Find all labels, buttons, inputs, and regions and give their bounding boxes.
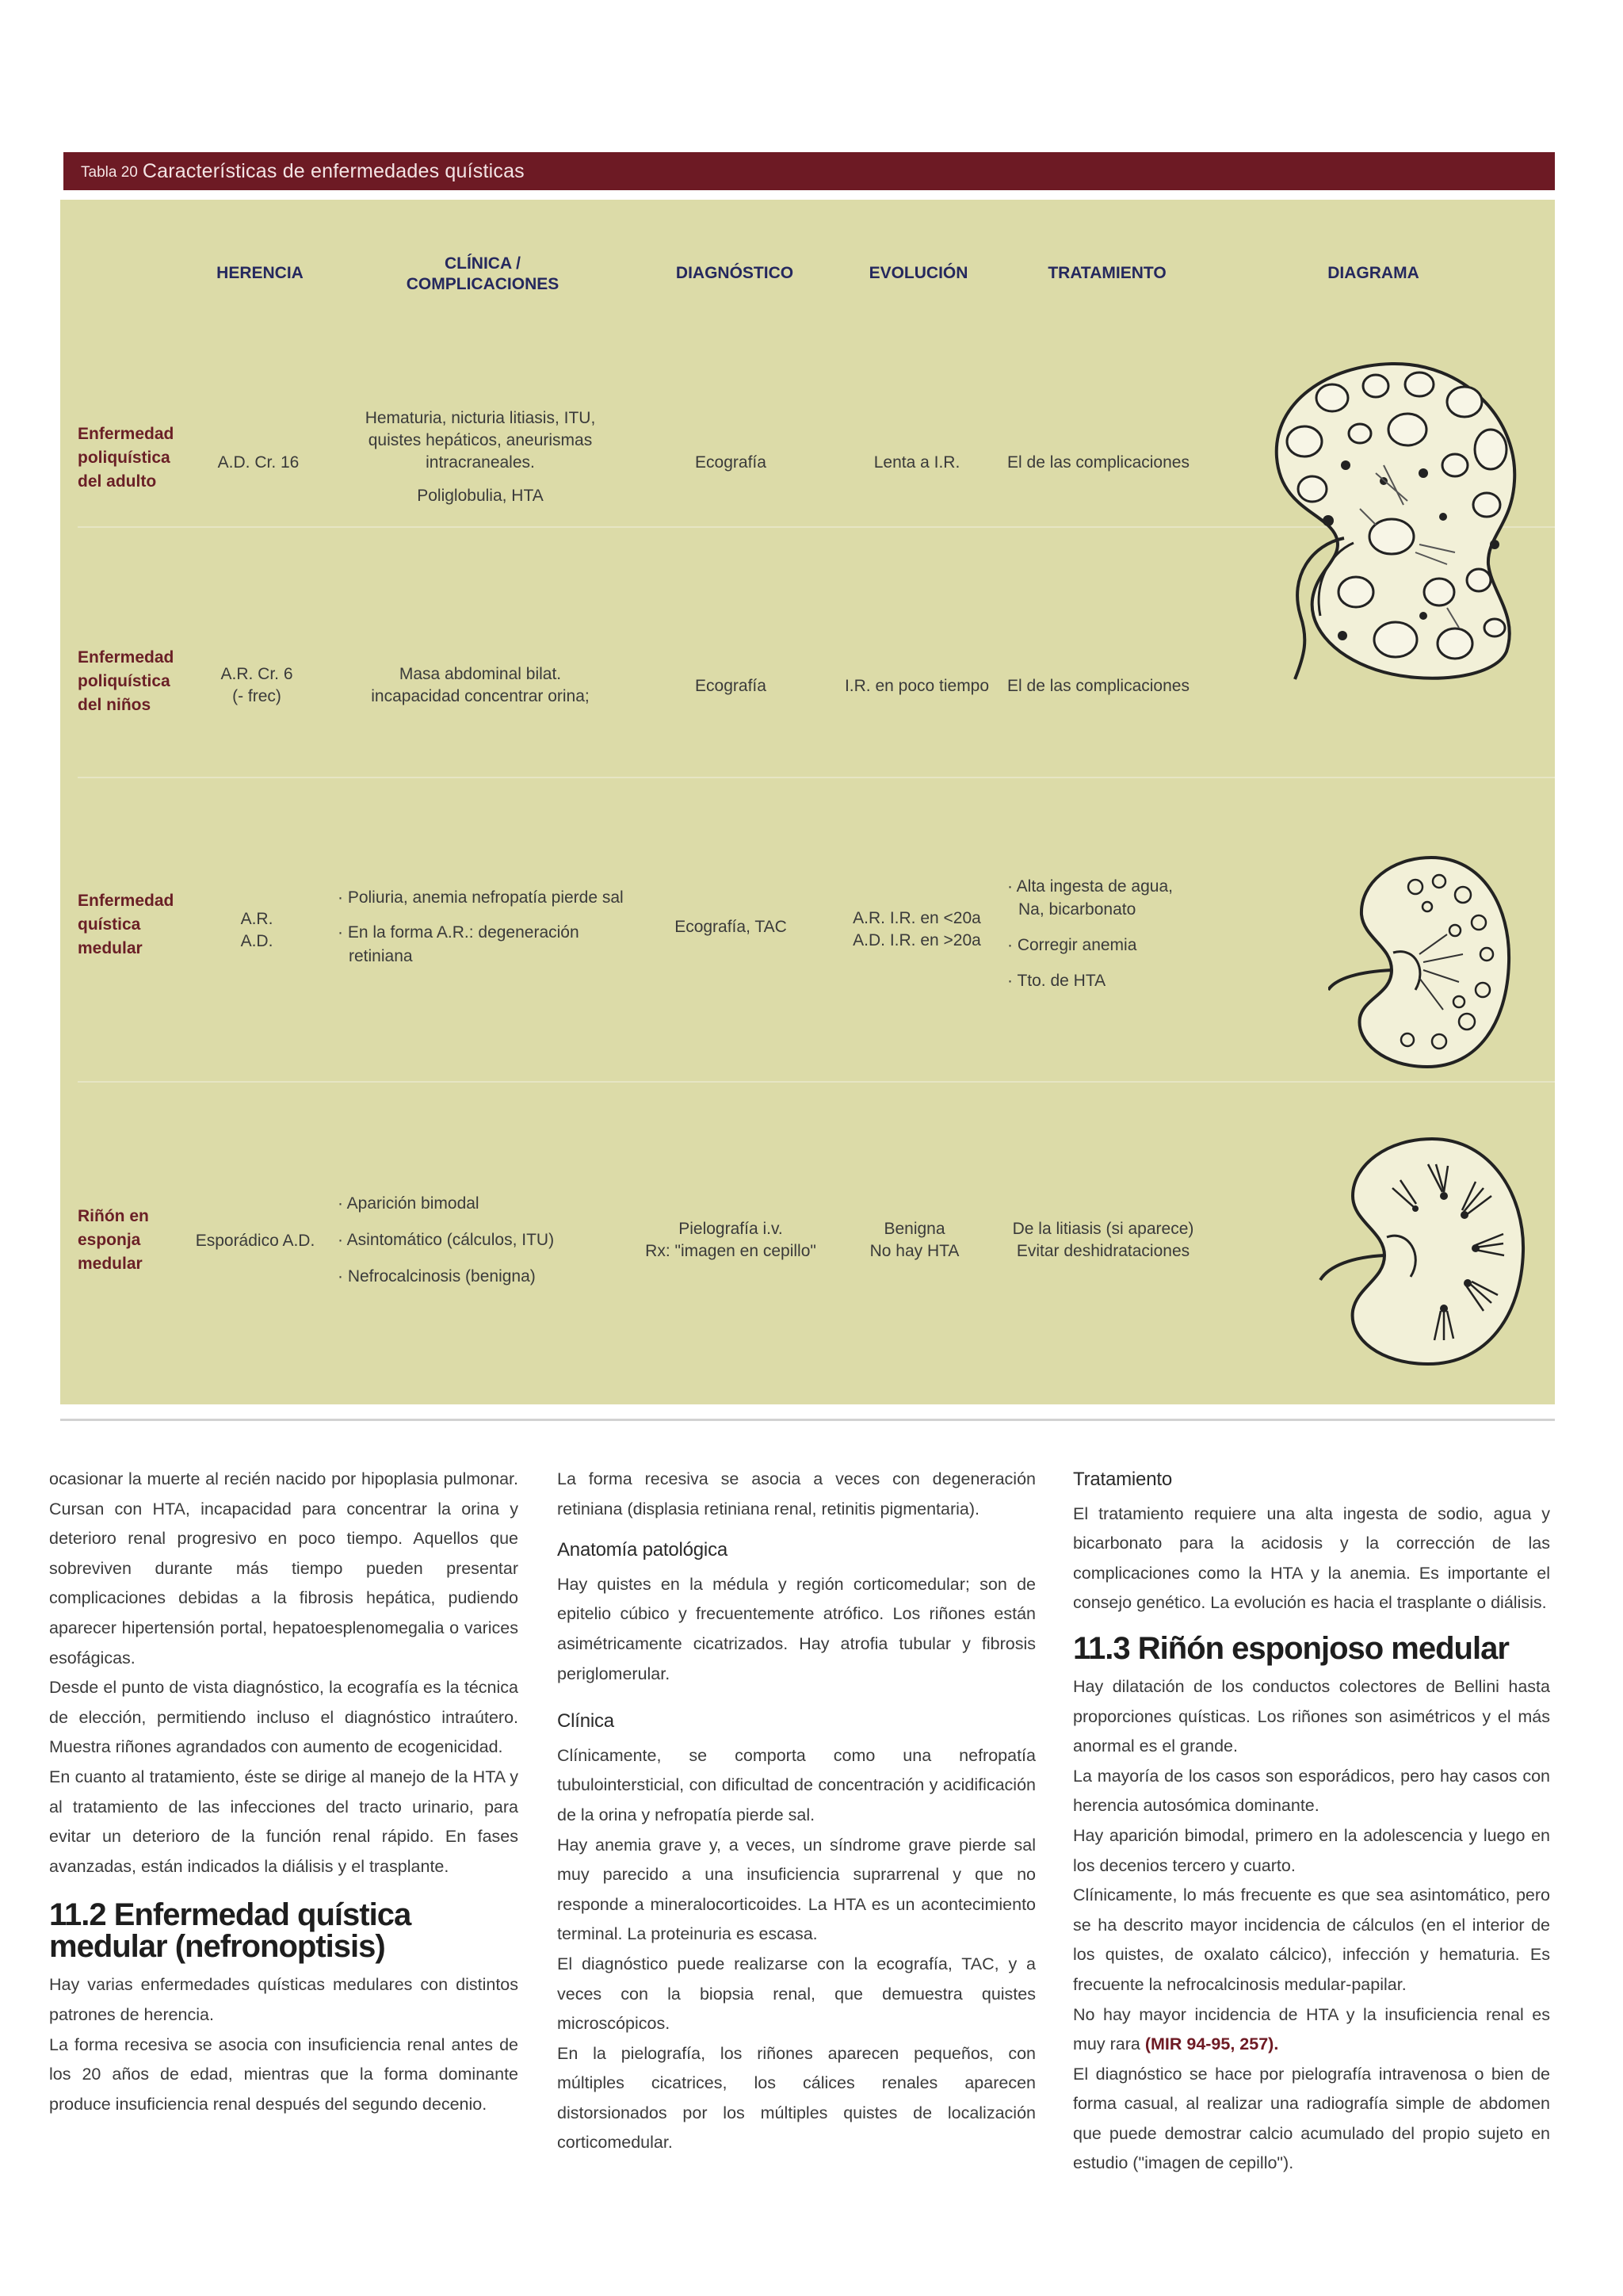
row-label-line: poliquística [78,672,170,690]
paragraph: En la pielografía, los riñones aparecen pequeños, con múltiples cicatrices, los cálices renales aparecen distorsionados por los múltiples quistes de localización corticomedular. [557,2043,1036,2153]
row-label-poliquistica-ninos [78,646,174,717]
cell-line: · Aparición bimodal [338,1194,479,1213]
cell-line: A.R. Cr. 6 [220,665,293,683]
cell-herencia [196,1230,315,1252]
cell-line: · Alta ingesta de agua, [1007,877,1173,896]
cell-evolucion [853,907,981,952]
paragraph: El diagnóstico se hace por pielografía intravenosa o bien de forma casual, al realizar una radiografía simple de abdomen que puede demostrar calcio acumulado del propio sujeto en estudio ("imagen de cepillo"). [1073,2064,1550,2173]
cell-tratamiento [1007,875,1173,992]
cell-line: · Asintomático (cálculos, ITU) [338,1231,555,1249]
row-separator [78,1081,1555,1083]
cell-herencia [220,663,292,708]
cell-herencia [218,452,300,474]
row-label-line: esponja [78,1231,141,1249]
cell-diagnostico [674,916,787,938]
cell-line: Pielografía i.v. [678,1220,783,1238]
medullary-cystic-kidney-diagram [1328,851,1518,1073]
paragraph-text: No hay mayor incidencia de HTA y la insuficiencia renal es muy rara [1073,2004,1550,2054]
cell-line: retiniana [349,947,413,965]
cell-line: · Nefrocalcinosis (benigna) [338,1267,536,1286]
paragraph: En cuanto al tratamiento, éste se dirige al manejo de la HTA y al tratamiento de las infecciones del tracto urinario, para evitar un deterioro de la función renal rápido. En fases avanzadas, están indicados la diálisis y el trasplante. [49,1767,518,1876]
cell-line: El de las complicaciones [1007,453,1190,472]
cell-line: Ecografía [695,677,766,695]
row-label-line: Enfermedad [78,892,174,910]
subheading-anatomia: Anatomía patológica [557,1539,728,1561]
row-label-line: Riñón en [78,1207,149,1225]
cell-clinica [371,663,590,708]
cell-line: Ecografía, TAC [674,918,787,936]
cell-line: Evitar deshidrataciones [1016,1242,1190,1260]
cell-line: A.D. Cr. 16 [217,453,300,472]
row-label-line: Enfermedad [78,425,174,443]
paragraph: El diagnóstico puede realizarse con la ecografía, TAC, y a veces con la biopsia renal, que demuestra quistes microscópicos. [557,1954,1036,2034]
row-label-line: medular [78,939,143,957]
paragraph: La forma recesiva se asocia a veces con degeneración retiniana (displasia retiniana renal, retinitis pigmentaria). [557,1469,1036,1519]
row-label-line: Enfermedad [78,648,174,667]
cell-line: Poliglobulia, HTA [417,487,544,505]
section-title-11-3: 11.3 Riñón esponjoso medular [1073,1630,1509,1666]
table-caption-title: Características de enfermedades quísticas [142,159,525,182]
cell-line: A.D. I.R. en >20a [853,931,981,949]
cell-line: · En la forma A.R.: degeneración [338,923,579,942]
row-label-quistica-medular [78,889,174,961]
subheading-tratamiento: Tratamiento [1073,1469,1172,1490]
header-clinica [407,254,559,295]
mir-reference: (MIR 94-95, 257). [1144,2034,1279,2054]
row-label-line: medular [78,1255,143,1273]
row-separator [78,777,1555,778]
cell-line: De la litiasis (si aparece) [1012,1220,1194,1238]
cell-tratamiento [1007,452,1190,474]
table-20 [60,152,1555,1421]
paragraph: Hay varias enfermedades quísticas medulares con distintos patrones de herencia. [49,1975,518,2024]
polycystic-kidney-diagram [1257,354,1526,687]
cell-line: Hematuria, nicturia litiasis, ITU, [365,409,596,427]
cell-tratamiento [1013,1218,1194,1263]
header-evolucion: EVOLUCIÓN [869,264,968,282]
cell-evolucion [845,675,989,697]
cell-line: Masa abdominal bilat. [399,665,562,683]
paragraph: Clínicamente, se comporta como una nefropatía tubulointersticial, con dificultad de concentración y acidificación de la orina y nefropatía pierde sal. [557,1745,1036,1824]
header-clinica-line1: CLÍNICA / [444,254,521,273]
cell-line: Rx: "imagen en cepillo" [645,1242,816,1260]
cell-herencia [241,908,273,953]
cell-line: A.R. I.R. en <20a [853,909,981,927]
cell-line: Ecografía [695,453,766,472]
cell-diagnostico [695,675,766,697]
table-body [60,200,1555,1404]
paragraph: Hay aparición bimodal, primero en la adolescencia y luego en los decenios tercero y cuarto. [1073,1825,1550,1875]
section-title-11-2: 11.2 Enfermedad quística medular (nefronoptisis) [49,1897,411,1965]
subheading-clinica: Clínica [557,1710,614,1733]
row-label-line: del adulto [78,472,157,491]
paragraph: El tratamiento requiere una alta ingesta de sodio, agua y bicarbonato para la acidosis y la corrección de las complicaciones como la HTA y la anemia. Es importante el consejo genético. La evolución es hacia el trasplante o diálisis. [1073,1503,1550,1613]
paragraph: Hay quistes en la médula y región corticomedular; son de epitelio cúbico y frecuentemente atrófico. Los riñones están asimétricamente cicatrizados. Hay atrofia tubular y fibrosis periglomerular. [557,1574,1036,1683]
header-herencia: HERENCIA [216,264,304,282]
paragraph: Hay dilatación de los conductos colectores de Bellini hasta proporciones quísticas. Los riñones son asimétricos y el más anormal es el grande. [1073,1676,1550,1756]
cell-clinica [365,407,596,507]
table-caption [63,152,1555,190]
paragraph: Hay anemia grave y, a veces, un síndrome grave pierde sal muy parecido a una insuficiencia suprarrenal y que no responde a mineralocorticoides. La HTA es un acontecimiento terminal. La proteinuria es escasa. [557,1835,1036,1944]
cell-line: Benigna [884,1220,945,1238]
cell-line: · Poliuria, anemia nefropatía pierde sal [338,888,624,907]
paragraph [1073,2000,1550,2060]
header-tratamiento: TRATAMIENTO [1048,264,1167,282]
cell-line: No hay HTA [869,1242,960,1260]
cell-diagnostico [645,1218,816,1263]
cell-clinica [338,886,624,968]
cell-diagnostico [695,452,766,474]
paragraph: La mayoría de los casos son esporádicos, pero hay casos con herencia autosómica dominante. [1073,1766,1550,1816]
paragraph: La forma recesiva se asocia con insuficiencia renal antes de los 20 años de edad, mientras que la forma dominante produce insuficiencia renal después del segundo decenio. [49,2034,518,2114]
row-label-line: del niños [78,696,151,714]
cell-line: A.D. [240,932,273,950]
medullary-sponge-kidney-diagram [1317,1133,1531,1370]
cell-line: A.R. [240,910,273,928]
paragraph: Desde el punto de vista diagnóstico, la ecografía es la técnica de elección, permitiendo incluso el diagnóstico intraútero. Muestra riñones agrandados con aumento de ecogenicidad. [49,1678,518,1757]
cell-line: · Corregir anemia [1007,936,1137,954]
paragraph: Clínicamente, lo más frecuente es que sea asintomático, pero se ha descrito mayor incidencia de cálculos (en el interior de los quistes, de oxalato cálcico), infección y hematuria. Es frecuente la nefrocalcinosis medular-papilar. [1073,1885,1550,1994]
cell-line: I.R. en poco tiempo [844,677,990,695]
cell-line: El de las complicaciones [1007,677,1190,695]
cell-line: Lenta a I.R. [873,453,960,472]
cell-line: · Tto. de HTA [1007,972,1106,990]
header-diagnostico: DIAGNÓSTICO [675,264,794,282]
text-column-3 [1073,1465,1550,2179]
cell-line: Na, bicarbonato [1018,900,1136,919]
row-label-poliquistica-adulto [78,422,174,494]
header-diagrama: DIAGRAMA [1327,264,1419,282]
row-label-line: quística [78,915,141,934]
cell-clinica [338,1192,554,1289]
cell-line: (- frec) [232,687,281,705]
text-column-1 [49,1465,518,2119]
cell-line: Esporádico A.D. [195,1232,315,1250]
text-column-2 [557,1465,1036,2158]
cell-evolucion [874,452,960,474]
table-caption-number: Tabla 20 [81,164,138,181]
header-clinica-line2: COMPLICACIONES [406,275,559,293]
cell-line: quistes hepáticos, aneurismas [368,431,593,449]
cell-line: intracraneales. [426,453,535,472]
row-label-line: poliquística [78,449,170,467]
cell-tratamiento [1007,675,1190,697]
cell-evolucion [870,1218,960,1263]
row-label-rinon-esponja [78,1205,149,1276]
paragraph: ocasionar la muerte al recién nacido por hipoplasia pulmonar. Cursan con HTA, incapacidad para concentrar la orina y deterioro renal progresivo en poco tiempo. Aquellos que sobreviven durante más tiempo pueden presentar complicaciones debidas a la fibrosis hepática, pudiendo aparecer hipertensión portal, hepatoesplenomegalia o varices esofágicas. [49,1469,518,1668]
cell-line: incapacidad concentrar orina; [371,687,590,705]
